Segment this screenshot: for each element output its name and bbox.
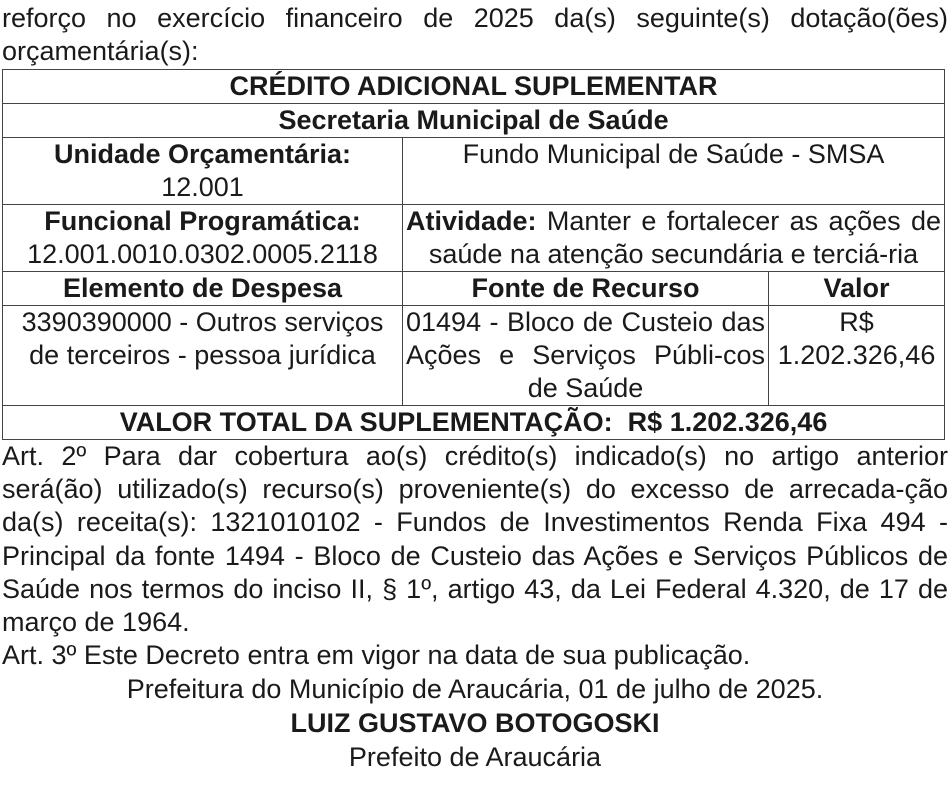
place-date: Prefeitura do Município de Araucária, 01 de julho de 2025. [126,674,824,705]
valor-amount: 1.202.326,46 [777,340,936,370]
atividade-value: Manter e fortalecer as ações de saúde na atenção secundária e terciá-ria [428,206,942,269]
funcional-label: Funcional Programática: [44,206,361,236]
credit-table [2,69,945,440]
funcional-cell [3,205,403,272]
header-valor: Valor [769,272,945,306]
fundo-cell: Fundo Municipal de Saúde - SMSA [403,138,945,205]
unidade-label: Unidade Orçamentária: [53,139,352,169]
article-2: Art. 2º Para dar cobertura ao(s) crédito(s) indicado(s) no artigo anterior será(ão) utilizado(s) recurso(s) proveniente(s) do excesso de arrecada-ção da(s) receita(s): 1321010102 - Fundos de Investimentos Renda Fixa 494 - Principal da fonte 1494 - Bloco de Custeio das Ações e Serviços Públicos de Saúde nos termos do inciso II, § 1º, artigo 43, da Lei Federal 4.320, de 17 de março de 1964. [2,441,948,638]
row-fonte: 01494 - Bloco de Custeio das Ações e Serviços Públi-cos de Saúde [403,306,769,406]
title-row [3,70,945,104]
table-title: CRÉDITO ADICIONAL SUPLEMENTAR [3,70,945,104]
document-page [2,0,948,774]
unidade-row [3,138,945,205]
row-valor [769,306,945,406]
signatory-name: LUIZ GUSTAVO BOTOGOSKI [290,708,660,739]
header-fonte: Fonte de Recurso [403,272,769,306]
secretaria-row [3,104,945,138]
table-row [3,306,945,406]
secretaria-cell: Secretaria Municipal de Saúde [3,104,945,138]
atividade-cell [403,205,945,272]
total-cell: VALOR TOTAL DA SUPLEMENTAÇÃO: R$ 1.202.326,46 [3,406,945,440]
intro-paragraph: reforço no exercício financeiro de 2025 da(s) seguinte(s) dotação(ões) orçamentária(s): [2,3,948,66]
signatory-role: Prefeito de Araucária [348,742,602,773]
funcional-value: 12.001.0010.0302.0005.2118 [27,239,378,269]
row-elemento: 3390390000 - Outros serviços de terceiros - pessoa jurídica [3,306,403,406]
valor-currency: R$ [839,307,874,337]
header-row [3,272,945,306]
unidade-value: 12.001 [161,172,244,202]
unidade-cell [3,138,403,205]
atividade-label: Atividade: [406,206,537,236]
article-3: Art. 3º Este Decreto entra em vigor na data de sua publicação. [2,640,751,671]
funcional-row [3,205,945,272]
header-elemento: Elemento de Despesa [3,272,403,306]
total-row [3,406,945,440]
